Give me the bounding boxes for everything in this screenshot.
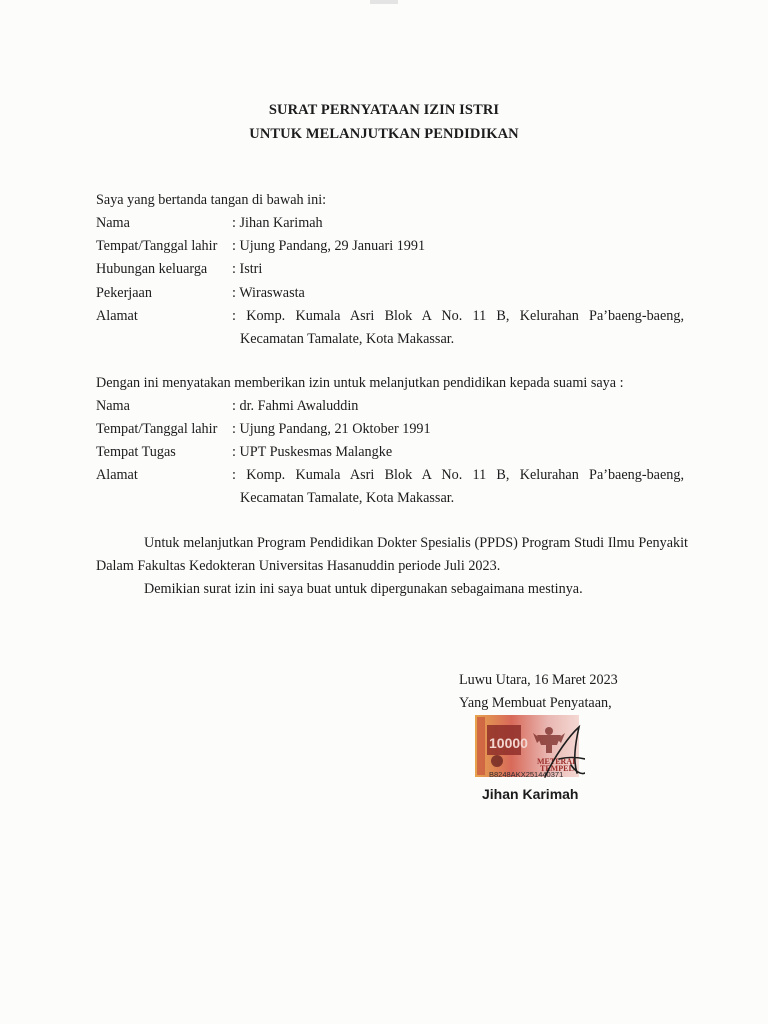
stamp-denomination-text: 10000 (489, 735, 528, 751)
section2-alamat-line2: Kecamatan Tamalate, Kota Makassar. (240, 490, 455, 506)
section1-nama-label: Nama (96, 215, 130, 231)
meterai-stamp (475, 715, 585, 781)
stamp-label-tempel: TEMPEL (540, 764, 574, 773)
section2-nama-label: Nama (96, 398, 130, 414)
section2-intro: Dengan ini menyatakan memberikan izin untuk melanjutkan pendidikan kepada suami saya : (96, 375, 624, 391)
section2-alamat-line1: : Komp. Kumala Asri Blok A No. 11 B, Kelurahan Pa’baeng-baeng, (232, 467, 684, 483)
signature-place-date: Luwu Utara, 16 Maret 2023 (459, 672, 618, 688)
section1-alamat-label: Alamat (96, 308, 138, 324)
section1-ttl-value: : Ujung Pandang, 29 Januari 1991 (232, 238, 426, 254)
section1-ttl-label: Tempat/Tanggal lahir (96, 238, 218, 254)
document-title-line2: UNTUK MELANJUTKAN PENDIDIKAN (249, 126, 519, 142)
body-paragraph-closing: Demikian surat izin ini saya buat untuk dipergunakan sebagaimana mestinya. (144, 581, 583, 597)
section2-tugas-value: : UPT Puskesmas Malangke (232, 444, 393, 460)
section1-pekerjaan-label: Pekerjaan (96, 285, 152, 301)
section2-alamat-label: Alamat (96, 467, 138, 483)
section1-pekerjaan-value: : Wiraswasta (232, 285, 305, 301)
document-title-line1: SURAT PERNYATAAN IZIN ISTRI (268, 102, 500, 118)
section2-ttl-value: : Ujung Pandang, 21 Oktober 1991 (232, 421, 431, 437)
scan-artifact-mark (370, 0, 398, 6)
section1-intro: Saya yang bertanda tangan di bawah ini: (96, 192, 327, 208)
stamp-serial-number: B8248AKX251440371 (489, 770, 564, 779)
signature-role: Yang Membuat Penyataan, (459, 695, 612, 711)
section1-hubungan-value: : Istri (232, 261, 263, 277)
section1-nama-value: : Jihan Karimah (232, 215, 323, 231)
section1-alamat-line1: : Komp. Kumala Asri Blok A No. 11 B, Kelurahan Pa’baeng-baeng, (232, 308, 684, 324)
stamp-label-meterai: METERAI (537, 757, 576, 766)
section1-hubungan-label: Hubungan keluarga (96, 261, 208, 277)
section1-alamat-line2: Kecamatan Tamalate, Kota Makassar. (240, 331, 455, 347)
section2-tugas-label: Tempat Tugas (96, 444, 176, 460)
body-paragraph-purpose: Untuk melanjutkan Program Pendidikan Dokter Spesialis (PPDS) Program Studi Ilmu Penyakit Dalam Fakultas Kedokteran Universitas Hasanuddin periode Juli 2023. (96, 535, 688, 574)
signer-name: Jihan Karimah (482, 786, 579, 802)
section2-nama-value: : dr. Fahmi Awaluddin (232, 398, 359, 414)
section2-ttl-label: Tempat/Tanggal lahir (96, 421, 218, 437)
